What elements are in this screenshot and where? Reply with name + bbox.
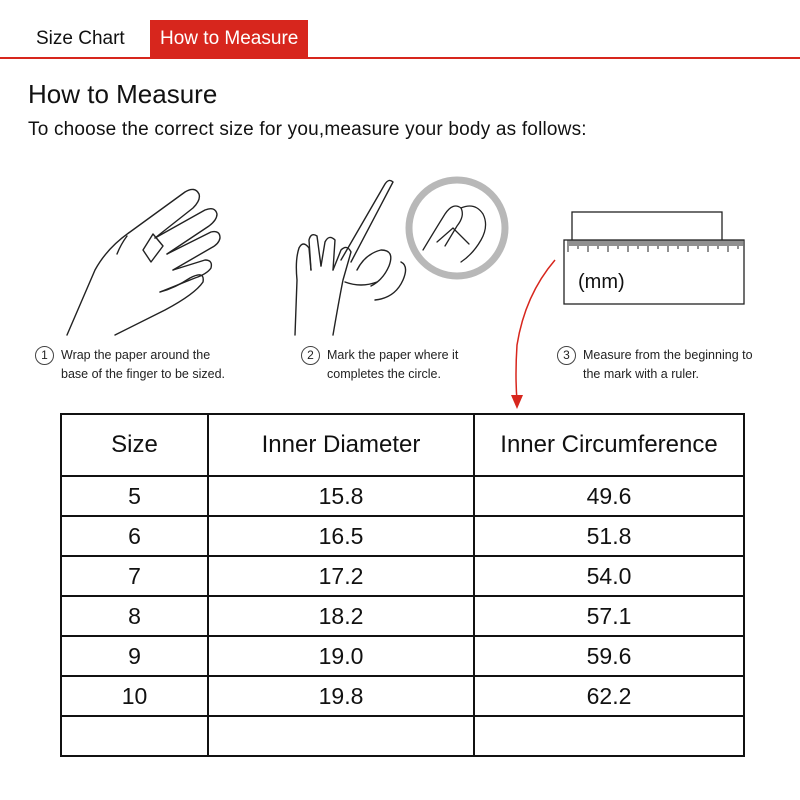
- size-cell: 5: [61, 476, 208, 516]
- hand-mark-paper-icon: [285, 170, 515, 340]
- column-header-inner-circumference: Inner Circumference: [474, 414, 744, 476]
- page-subtitle: To choose the correct size for you,measure your body as follows:: [28, 119, 587, 140]
- step-number: 3: [557, 346, 576, 365]
- circumference-cell: 49.6: [474, 476, 744, 516]
- table-row: [61, 476, 744, 516]
- size-cell: 7: [61, 556, 208, 596]
- column-header-inner-diameter: Inner Diameter: [208, 414, 474, 476]
- step-text-line: base of the finger to be sized.: [61, 367, 225, 381]
- ruler-icon: [560, 170, 750, 310]
- table-header-row: [61, 414, 744, 476]
- circumference-cell: 59.6: [474, 636, 744, 676]
- table-row-empty: [61, 716, 744, 756]
- ruler-unit-label: (mm): [578, 271, 625, 293]
- step-text-line: completes the circle.: [327, 367, 441, 381]
- table-row: [61, 556, 744, 596]
- size-cell: 10: [61, 676, 208, 716]
- diameter-cell: 17.2: [208, 556, 474, 596]
- tab-size-chart[interactable]: Size Chart: [36, 28, 125, 49]
- table-row: [61, 516, 744, 556]
- diameter-cell: 15.8: [208, 476, 474, 516]
- table-row: [61, 676, 744, 716]
- step-text-line: Mark the paper where it: [327, 348, 459, 362]
- size-cell: 6: [61, 516, 208, 556]
- size-cell: 9: [61, 636, 208, 676]
- step-number: 1: [35, 346, 54, 365]
- circumference-cell: 62.2: [474, 676, 744, 716]
- table-row: [61, 636, 744, 676]
- step-text-line: the mark with a ruler.: [583, 367, 700, 381]
- hand-wrap-paper-icon: [55, 170, 245, 340]
- diameter-cell: [208, 716, 474, 756]
- diameter-cell: 19.8: [208, 676, 474, 716]
- diameter-cell: 16.5: [208, 516, 474, 556]
- tab-how-to-measure[interactable]: How to Measure: [150, 20, 308, 57]
- step-text-line: Measure from the beginning to: [583, 348, 753, 362]
- size-table: [60, 413, 745, 757]
- circumference-cell: 54.0: [474, 556, 744, 596]
- circumference-cell: [474, 716, 744, 756]
- tab-bar: [0, 0, 800, 60]
- size-cell: 8: [61, 596, 208, 636]
- tab-divider: [0, 57, 800, 59]
- circumference-cell: 51.8: [474, 516, 744, 556]
- circumference-cell: 57.1: [474, 596, 744, 636]
- page-title: How to Measure: [28, 79, 218, 109]
- column-header-size: Size: [61, 414, 208, 476]
- red-arrow-icon: [505, 255, 565, 415]
- step-number: 2: [301, 346, 320, 365]
- step-text-line: Wrap the paper around the: [61, 348, 211, 362]
- table-row: [61, 596, 744, 636]
- diameter-cell: 18.2: [208, 596, 474, 636]
- diameter-cell: 19.0: [208, 636, 474, 676]
- size-cell: [61, 716, 208, 756]
